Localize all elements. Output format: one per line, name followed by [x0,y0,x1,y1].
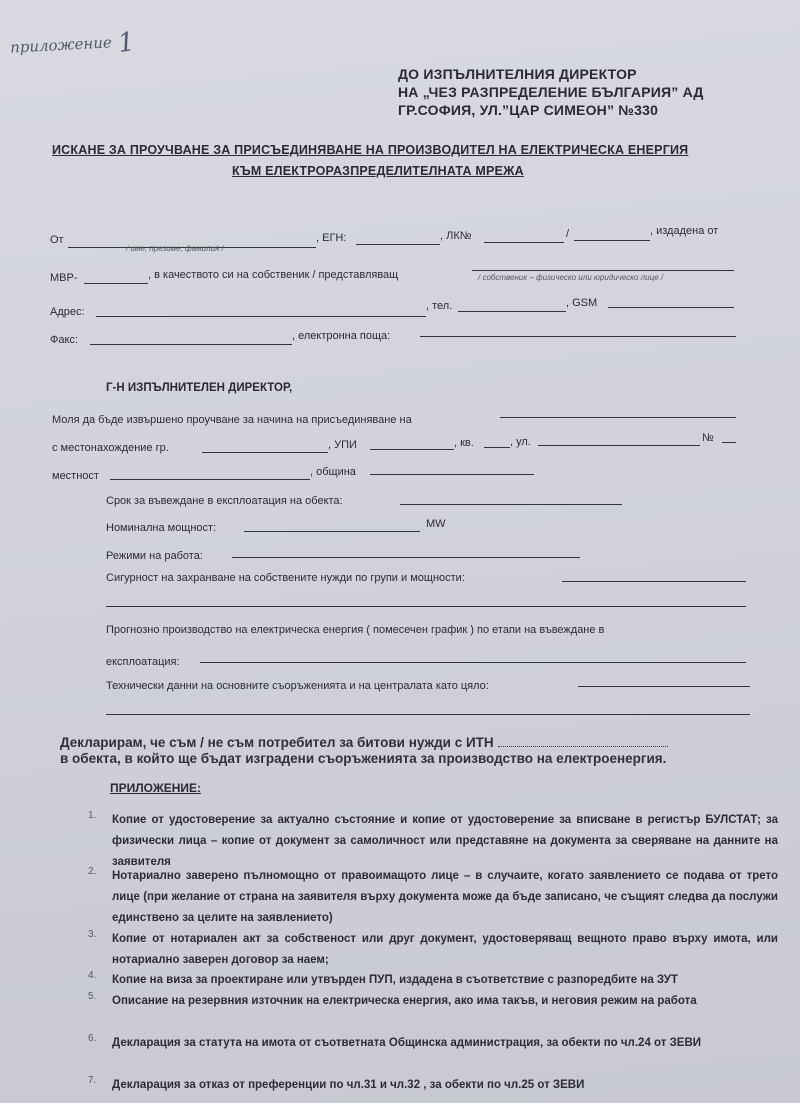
operating-modes-field[interactable] [232,557,580,558]
attachment-item [88,866,778,929]
owner-field[interactable] [472,270,734,271]
phone-label: , тел. [426,300,453,312]
lk-label: , ЛК№ [440,230,472,242]
technical-data-field[interactable] [578,686,750,687]
attachment-text: Копие от удостоверение за актуално състояние и копие от удостоверение за вписване в регистър БУЛСТАТ; за физически лица – копие от документ за самоличност или представяне на документа за сверяване на данните на заявителя [112,814,778,868]
gsm-field[interactable] [608,307,734,308]
attachments-title: ПРИЛОЖЕНИЕ: [110,781,201,795]
attachment-item [88,929,778,971]
supply-reliability-field-2[interactable] [106,606,746,607]
attachment-number: 1. [88,810,97,821]
upi-field[interactable] [370,449,454,450]
email-label: , електронна поща: [292,330,391,342]
fax-field[interactable] [90,344,292,345]
document-title-line-2: КЪМ ЕЛЕКТРОРАЗПРЕДЕЛИТЕЛНАТА МРЕЖА [232,164,524,178]
request-line: Моля да бъде извършено проучване за начина на присъединяване на [52,414,412,426]
gsm-label: , GSM [566,297,598,309]
city-field[interactable] [202,452,328,453]
owner-hint: / собственик – физическо или юридическо лице / [478,273,664,282]
fax-label: Факс: [50,334,78,346]
attachment-number: 2. [88,866,97,877]
address-field[interactable] [96,316,426,317]
technical-data-field-2[interactable] [106,714,750,715]
attachment-text: Нотариално заверено пълномощно от правоимащото лице – в случаите, когато заявлението се подава от трето лице (при желание от страна на заявителя върху документа може да бъде записано, че същият следва да послужи единствено за целите на заявлението) [112,870,778,924]
handwritten-number: 1 [115,26,137,60]
technical-data-label: Технически данни на основните съоръженията и на централата като цяло: [106,680,489,692]
supply-reliability-field[interactable] [562,581,746,582]
email-field[interactable] [420,336,736,337]
forecast-label-2: експлоатация: [106,656,180,668]
attachment-item [88,991,778,1012]
municipality-label: , община [310,466,356,478]
addressee-line-1: ДО ИЗПЪЛНИТЕЛНИЯ ДИРЕКТОР [398,66,637,82]
attachment-item [88,810,778,873]
attachment-text: Декларация за отказ от преференции по чл.31 и чл.32 , за обекти по чл.25 от ЗЕВИ [112,1079,585,1091]
lk-date-field[interactable] [574,240,650,241]
attachment-item [88,1075,778,1096]
commissioning-deadline-label: Срок за въвеждане в експлоатация на обекта: [106,495,343,507]
itn-field[interactable] [498,746,668,747]
operating-modes-label: Режими на работа: [106,550,203,562]
power-unit: MW [426,518,446,530]
declaration-line-2: в обекта, в който ще бъдат изградени съоръженията за производство на електроенергия. [60,751,667,766]
municipality-field[interactable] [370,474,534,475]
number-label: № [702,432,714,444]
street-field[interactable] [538,445,700,446]
document-title-line-1: ИСКАНЕ ЗА ПРОУЧВАНЕ ЗА ПРИСЪЕДИНЯВАНЕ НА ПРОИЗВОДИТЕЛ НА ЕЛЕКТРИЧЕСКА ЕНЕРГИЯ [52,143,689,157]
addressee-line-3: ГР.СОФИЯ, УЛ.”ЦАР СИМЕОН” №330 [398,102,659,118]
lk-number-field[interactable] [484,242,564,243]
attachment-item [88,970,778,991]
attachment-text: Копие на виза за проектиране или утвърден ПУП, издадена в съответствие с разпоредбите на ЗУТ [112,974,678,986]
attachment-number: 5. [88,991,97,1002]
kv-field[interactable] [484,447,510,448]
supply-reliability-label: Сигурност на захранване на собствените нужди по групи и мощности: [106,572,465,584]
kv-label: , кв. [454,437,474,449]
lk-slash: / [566,228,570,240]
attachment-text: Описание на резервния източник на електрическа енергия, ако има такъв, и неговия режим на работа [112,995,697,1007]
street-number-field[interactable] [722,442,736,443]
address-label: Адрес: [50,306,85,318]
attachment-number: 7. [88,1075,97,1086]
attachment-item [88,1033,778,1054]
location-label: с местонахождение гр. [52,442,169,454]
locality-label: местност [52,470,99,482]
attachment-number: 4. [88,970,97,981]
object-field[interactable] [500,417,736,418]
egn-label: , ЕГН: [316,232,347,244]
name-hint: / име, презиме, фамилия / [126,244,224,253]
forecast-field[interactable] [200,662,746,663]
commissioning-deadline-field[interactable] [400,504,622,505]
from-label: От [50,234,64,246]
issued-label: , издадена от [650,225,719,237]
attachment-number: 3. [88,929,97,940]
declaration-line-1 [60,735,668,750]
attachment-text: Копие от нотариален акт за собственост или друг документ, удостоверяващ вещното право върху имота, или нотариално заверен договор за наем; [112,933,778,966]
attachment-text: Декларация за статута на имота от съответната Общинска администрация, за обекти по чл.24 от ЗЕВИ [112,1037,702,1049]
nominal-power-label: Номинална мощност: [106,522,217,534]
nominal-power-field[interactable] [244,531,420,532]
handwritten-note: приложение [9,33,113,57]
forecast-label-1: Прогнозно производство на електрическа енергия ( помесечен график ) по етапи на въвеждане в [106,624,605,636]
greeting: Г-Н ИЗПЪЛНИТЕЛЕН ДИРЕКТОР, [106,382,293,394]
mvr-field[interactable] [84,283,148,284]
phone-field[interactable] [458,311,566,312]
attachment-number: 6. [88,1033,97,1044]
egn-field[interactable] [356,244,440,245]
capacity-label: , в качеството си на собственик / представляващ [148,269,399,281]
upi-label: , УПИ [328,439,357,451]
declaration-text: Декларирам, че съм / не съм потребител за битови нужди с ИТН [60,735,494,750]
street-label: , ул. [510,436,531,448]
mvr-label: МВР- [50,272,78,284]
locality-field[interactable] [110,479,310,480]
addressee-line-2: НА „ЧЕЗ РАЗПРЕДЕЛЕНИЕ БЪЛГАРИЯ” АД [398,84,704,100]
